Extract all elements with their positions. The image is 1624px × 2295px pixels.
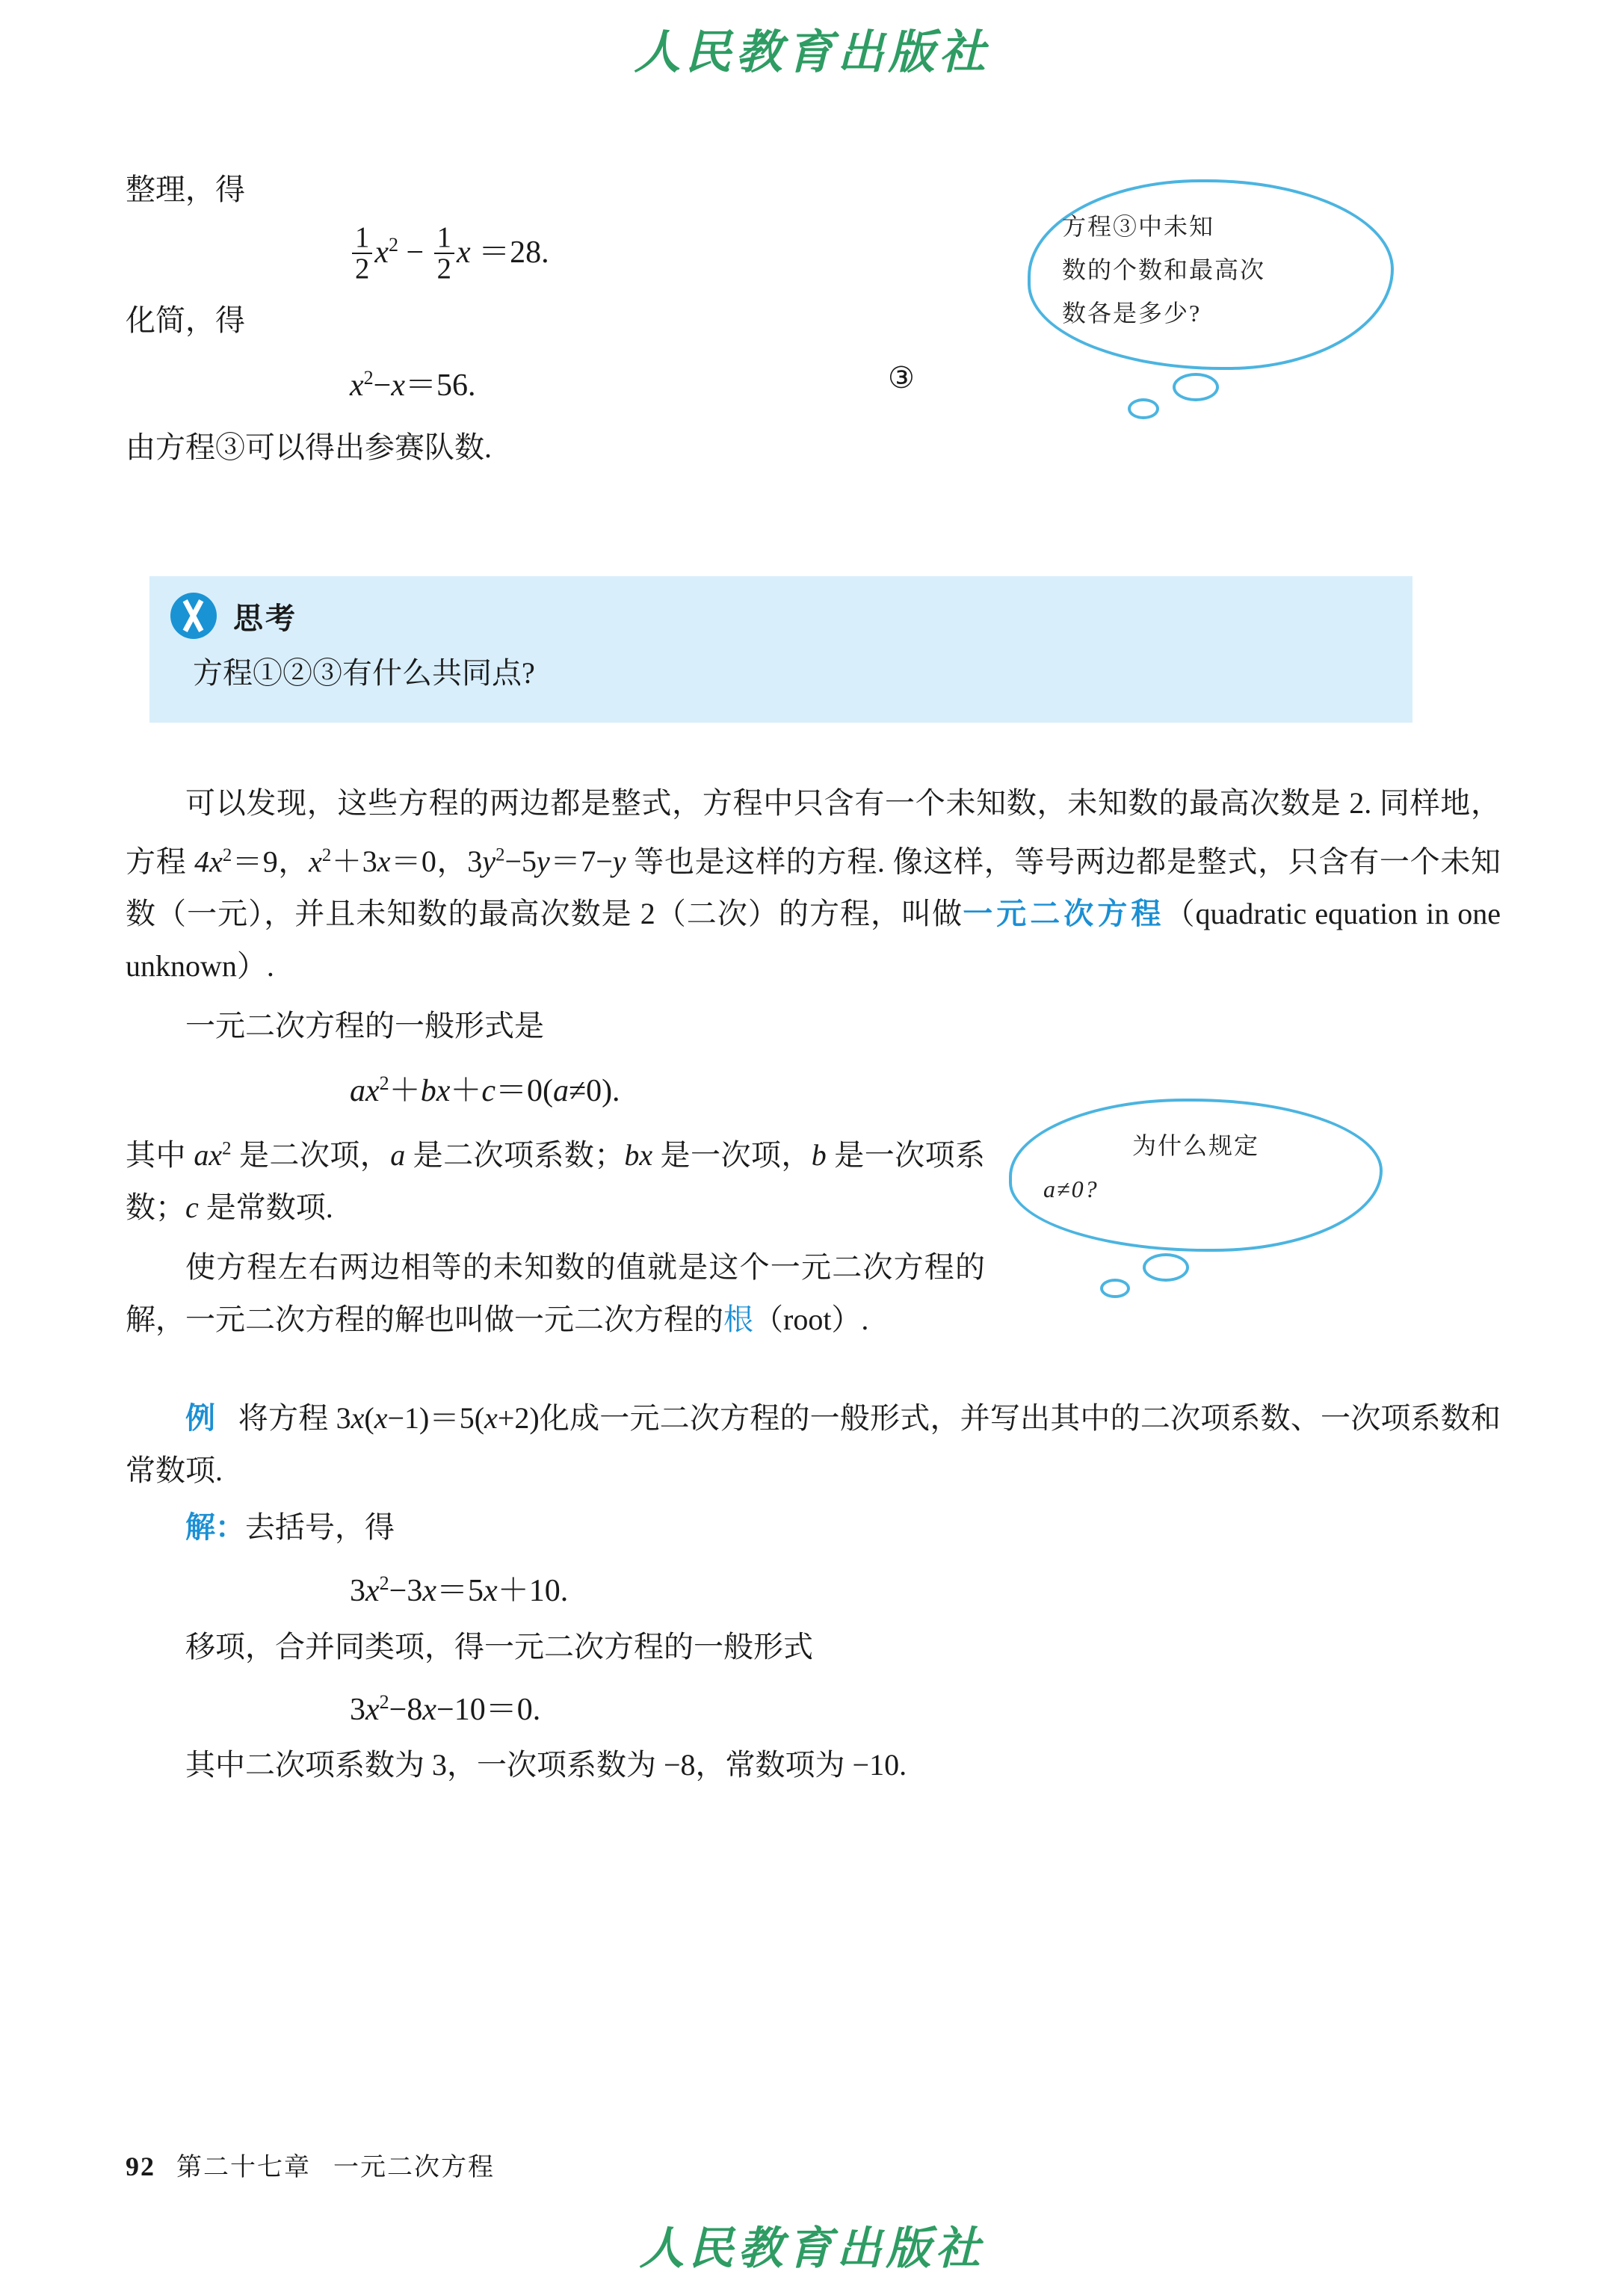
example-eq-b: x xyxy=(309,844,322,879)
text-general-form-intro: 一元二次方程的一般形式是 xyxy=(185,1009,544,1043)
exponent-2: 2 xyxy=(388,234,398,256)
think-box-body: 方程①②③有什么共同点? xyxy=(193,656,535,690)
bubble1-line3: 数各是多少? xyxy=(1062,300,1202,327)
solution-label: 解： xyxy=(185,1510,245,1544)
definition-part1b: 等也是这样的方程. 像这样，等号两边都是整式，只含有一个未知数（一元），并且未知数的最高次数是 2（二次）的方程，叫做 xyxy=(126,844,1501,931)
explain-line-1: 其中 $ax^2$ 是二次项，a 是二次项系数；bx 是一次项，b 是一次项系数；c 是常数项. xyxy=(126,1137,986,1224)
fraction-denominator: 2 xyxy=(434,253,454,285)
equation-3-x: x xyxy=(350,368,364,403)
definition-part1: 可以发现，这些方程的两边都是整式，方程中只含有一个未知数，未知数的最高次数是 2. 同样地，方程 xyxy=(126,786,1501,879)
minus-sign: − xyxy=(406,235,424,270)
chapter-number: 第二十七章 xyxy=(176,2154,311,2181)
page-content xyxy=(126,164,1501,473)
publisher-watermark-top: 人民教育出版社 xyxy=(634,28,990,78)
fraction-one-half-b xyxy=(434,223,454,285)
page-footer xyxy=(126,2146,495,2183)
chapter-title: 一元二次方程 xyxy=(333,2154,495,2181)
solution-step-line: 移项，合并同类项，得一元二次方程的一般形式 xyxy=(185,1629,813,1664)
page-number: 92 xyxy=(126,2152,155,2181)
solution-intro: 去括号，得 xyxy=(245,1510,395,1544)
equation-general-form: $ax^2+bx+c=0(a\ne 0)$. xyxy=(350,1072,620,1109)
bubble2-line2: a≠0? xyxy=(1043,1176,1099,1202)
think-box xyxy=(149,572,1412,723)
example-label: 例 xyxy=(185,1400,216,1435)
solution-conclusion: 其中二次项系数为 3，一次项系数为 −8，常数项为 −10. xyxy=(185,1747,907,1782)
fraction-numerator: 1 xyxy=(436,221,451,253)
page-content-lower xyxy=(126,777,1501,1791)
term-x: x xyxy=(456,235,471,270)
example-eq-a: 4x xyxy=(194,844,223,879)
bubble1-line1: 方程③中未知 xyxy=(1062,213,1215,240)
paragraph-definition: 可以发现，这些方程的两边都是整式，方程中只含有一个未知数，未知数的最高次数是 2. 同样地，方程 $4x^2=9$，$x^2+3x=0$，$3y^2-5y=7-y$ 等也是这样的方程. 像这样，等号两边都是整式，只含有一个未知数（一元），并且未知数的最高次数是 2（二次）的方程，叫做一元二次方程（quadratic equation in one unknown）. xyxy=(126,786,1501,983)
equation-fraction-form xyxy=(126,215,1501,285)
term-x-squared: x xyxy=(374,235,389,270)
text-line-conclusion-teams: 由方程③可以得出参赛队数. xyxy=(126,430,492,464)
keyword-root: 根 xyxy=(723,1302,753,1336)
text-line-simplify: 化简，得 xyxy=(126,303,245,337)
fraction-one-half-a xyxy=(352,223,372,285)
root-part2: （root）. xyxy=(753,1302,869,1336)
text-terms-explanation xyxy=(126,1122,985,1233)
equals-28: ＝28. xyxy=(478,235,549,270)
bubble2-line1: 为什么规定 xyxy=(1131,1132,1259,1159)
solution-intro-line xyxy=(126,1501,1501,1554)
equation-3-rest: −x＝56. xyxy=(373,368,476,403)
keyword-quadratic-equation: 一元二次方程 xyxy=(963,897,1165,931)
think-box-title: 思考 xyxy=(233,601,297,635)
example-statement: 将方程 3x(x−1)＝5(x+2)化成一元二次方程的一般形式，并写出其中的二次项系数、一次项系数和常数项. xyxy=(126,1400,1501,1487)
publisher-watermark-bottom: 人民教育出版社 xyxy=(639,2224,985,2273)
definition-part2: （quadratic equation in one unknown）. xyxy=(126,897,1501,983)
think-icon xyxy=(170,593,217,639)
think-box-header xyxy=(149,576,1412,646)
solution-equation-1: $3x^2-3x=5x+10$. xyxy=(350,1572,569,1608)
fraction-numerator: 1 xyxy=(355,221,370,253)
equation-3-exponent: 2 xyxy=(363,366,374,389)
equation-tag-3: ③ xyxy=(888,360,915,395)
bubble1-line2: 数的个数和最高次 xyxy=(1062,256,1266,283)
eq-b-rest: ＋3x＝0，$3y^2-5y=7-y$ xyxy=(331,844,626,879)
text-root-definition xyxy=(126,1241,985,1346)
fraction-denominator: 2 xyxy=(352,253,372,285)
eq-a-rest: ＝9， xyxy=(232,844,309,879)
solution-equation-2: $3x^2-8x-10=0$. xyxy=(350,1690,541,1727)
example-block xyxy=(126,1392,1501,1497)
text-line-organize: 整理，得 xyxy=(126,173,245,206)
equation-3-row xyxy=(126,346,1501,418)
root-part1: 使方程左右两边相等的未知数的值就是这个一元二次方程的解，一元二次方程的解也叫做一元二次方程的 xyxy=(126,1250,985,1336)
